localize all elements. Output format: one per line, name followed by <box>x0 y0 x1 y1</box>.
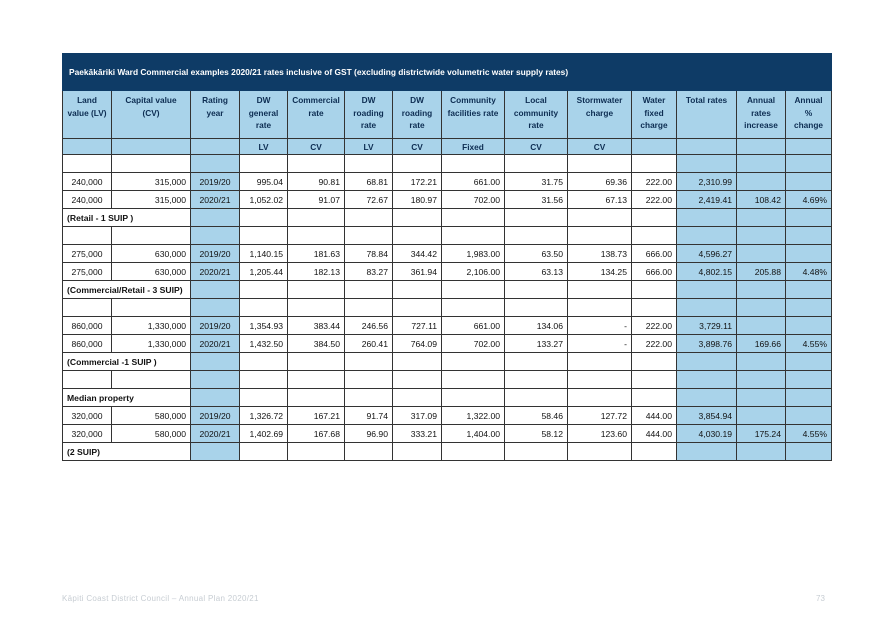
empty-cell <box>442 299 505 317</box>
table-cell: 317.09 <box>393 407 442 425</box>
empty-cell <box>677 155 737 173</box>
column-header: DW general rate <box>240 91 288 139</box>
table-cell: 383.44 <box>288 317 345 335</box>
empty-cell <box>737 155 786 173</box>
column-header-row <box>63 91 832 139</box>
empty-cell <box>63 371 112 389</box>
empty-cell <box>288 155 345 173</box>
table-cell <box>737 173 786 191</box>
empty-cell <box>505 443 568 461</box>
empty-cell <box>737 299 786 317</box>
table-cell: 31.75 <box>505 173 568 191</box>
empty-cell <box>677 353 737 371</box>
empty-cell <box>786 299 832 317</box>
table-cell: 2,106.00 <box>442 263 505 281</box>
spacer-row <box>63 155 832 173</box>
table-row <box>63 425 832 443</box>
table-cell: 580,000 <box>112 425 191 443</box>
empty-cell <box>442 371 505 389</box>
empty-cell <box>677 281 737 299</box>
table-cell: 1,402.69 <box>240 425 288 443</box>
empty-cell <box>632 281 677 299</box>
table-cell: 240,000 <box>63 191 112 209</box>
empty-cell <box>568 209 632 227</box>
table-cell <box>786 407 832 425</box>
empty-cell <box>240 353 288 371</box>
column-header: Land value (LV) <box>63 91 112 139</box>
basis-cell <box>63 139 112 155</box>
table-title: Paekākāriki Ward Commercial examples 2020/21 rates inclusive of GST (excluding districtwide volumetric water supply rates) <box>63 54 832 91</box>
empty-cell <box>191 389 240 407</box>
basis-cell: CV <box>568 139 632 155</box>
table-cell: 661.00 <box>442 173 505 191</box>
table-cell: 764.09 <box>393 335 442 353</box>
empty-cell <box>191 155 240 173</box>
table-cell: 630,000 <box>112 263 191 281</box>
column-header: Rating year <box>191 91 240 139</box>
table-cell: 666.00 <box>632 263 677 281</box>
table-cell: 2019/20 <box>191 407 240 425</box>
empty-cell <box>632 443 677 461</box>
basis-cell <box>786 139 832 155</box>
empty-cell <box>63 299 112 317</box>
table-cell: 108.42 <box>737 191 786 209</box>
table-cell: 2,419.41 <box>677 191 737 209</box>
empty-cell <box>393 353 442 371</box>
empty-cell <box>393 281 442 299</box>
table-cell <box>786 245 832 263</box>
empty-cell <box>505 281 568 299</box>
table-cell: 4,802.15 <box>677 263 737 281</box>
table-cell: 444.00 <box>632 425 677 443</box>
table-cell: 2019/20 <box>191 245 240 263</box>
column-header: Community facilities rate <box>442 91 505 139</box>
column-header: Local community rate <box>505 91 568 139</box>
empty-cell <box>632 227 677 245</box>
table-cell: 222.00 <box>632 317 677 335</box>
empty-cell <box>677 299 737 317</box>
empty-cell <box>112 299 191 317</box>
table-cell: 661.00 <box>442 317 505 335</box>
table-cell: 2020/21 <box>191 335 240 353</box>
table-cell: 91.07 <box>288 191 345 209</box>
table-cell: 630,000 <box>112 245 191 263</box>
empty-cell <box>393 443 442 461</box>
table-row <box>63 317 832 335</box>
table-cell <box>737 317 786 335</box>
table-cell: 320,000 <box>63 425 112 443</box>
table-row <box>63 245 832 263</box>
table-cell: 2019/20 <box>191 317 240 335</box>
table-cell: 123.60 <box>568 425 632 443</box>
empty-cell <box>786 281 832 299</box>
empty-cell <box>63 227 112 245</box>
empty-cell <box>240 281 288 299</box>
empty-cell <box>288 209 345 227</box>
table-cell: 68.81 <box>345 173 393 191</box>
table-cell: 2019/20 <box>191 173 240 191</box>
basis-cell <box>632 139 677 155</box>
table-cell: 1,330,000 <box>112 317 191 335</box>
empty-cell <box>112 371 191 389</box>
empty-cell <box>632 209 677 227</box>
table-cell: 1,330,000 <box>112 335 191 353</box>
table-row <box>63 407 832 425</box>
table-cell: 63.50 <box>505 245 568 263</box>
empty-cell <box>786 209 832 227</box>
table-cell: 1,432.50 <box>240 335 288 353</box>
table-cell: 1,326.72 <box>240 407 288 425</box>
empty-cell <box>240 155 288 173</box>
table-cell: 169.66 <box>737 335 786 353</box>
empty-cell <box>191 209 240 227</box>
empty-cell <box>677 371 737 389</box>
empty-cell <box>568 353 632 371</box>
empty-cell <box>632 155 677 173</box>
table-cell: 4.69% <box>786 191 832 209</box>
empty-cell <box>240 209 288 227</box>
table-cell: 222.00 <box>632 335 677 353</box>
table-cell: 3,854.94 <box>677 407 737 425</box>
table-cell: 222.00 <box>632 173 677 191</box>
empty-cell <box>505 371 568 389</box>
empty-cell <box>393 371 442 389</box>
basis-cell <box>191 139 240 155</box>
empty-cell <box>345 443 393 461</box>
table-cell: 260.41 <box>345 335 393 353</box>
table-cell: 1,205.44 <box>240 263 288 281</box>
empty-cell <box>632 389 677 407</box>
group-label: (Commercial/Retail - 3 SUIP) <box>63 281 191 299</box>
empty-cell <box>345 227 393 245</box>
empty-cell <box>112 227 191 245</box>
basis-cell: CV <box>393 139 442 155</box>
empty-cell <box>240 371 288 389</box>
table-cell: 580,000 <box>112 407 191 425</box>
table-cell: 3,898.76 <box>677 335 737 353</box>
table-cell <box>737 245 786 263</box>
empty-cell <box>393 209 442 227</box>
empty-cell <box>288 227 345 245</box>
empty-cell <box>677 443 737 461</box>
table-row <box>63 335 832 353</box>
table-cell: 1,322.00 <box>442 407 505 425</box>
table-cell: 222.00 <box>632 191 677 209</box>
empty-cell <box>288 353 345 371</box>
empty-cell <box>393 389 442 407</box>
empty-cell <box>240 443 288 461</box>
page-number: 73 <box>816 594 825 603</box>
table-cell: 4.55% <box>786 425 832 443</box>
group-label-row <box>63 281 832 299</box>
table-cell: 727.11 <box>393 317 442 335</box>
table-cell: 333.21 <box>393 425 442 443</box>
table-cell: 175.24 <box>737 425 786 443</box>
empty-cell <box>240 299 288 317</box>
column-header: Capital value (CV) <box>112 91 191 139</box>
table-cell: 58.46 <box>505 407 568 425</box>
empty-cell <box>345 371 393 389</box>
table-cell: 4.48% <box>786 263 832 281</box>
table-cell: 860,000 <box>63 335 112 353</box>
column-header: Water fixed charge <box>632 91 677 139</box>
empty-cell <box>786 227 832 245</box>
empty-cell <box>737 443 786 461</box>
table-cell: 995.04 <box>240 173 288 191</box>
footer-council: Kāpiti Coast District Council – Annual Plan 2020/21 <box>62 594 259 603</box>
table-cell: 138.73 <box>568 245 632 263</box>
empty-cell <box>288 443 345 461</box>
group-label: Median property <box>63 389 191 407</box>
empty-cell <box>737 389 786 407</box>
table-cell: 1,983.00 <box>442 245 505 263</box>
table-cell: 205.88 <box>737 263 786 281</box>
empty-cell <box>393 299 442 317</box>
basis-cell <box>737 139 786 155</box>
table-cell: - <box>568 335 632 353</box>
empty-cell <box>442 209 505 227</box>
table-cell: 666.00 <box>632 245 677 263</box>
table-cell: 4,596.27 <box>677 245 737 263</box>
table-cell: 31.56 <box>505 191 568 209</box>
empty-cell <box>442 443 505 461</box>
rates-table <box>62 53 832 461</box>
group-label: (2 SUIP) <box>63 443 191 461</box>
table-cell: 361.94 <box>393 263 442 281</box>
table-cell: 72.67 <box>345 191 393 209</box>
basis-cell: CV <box>505 139 568 155</box>
column-header: Stormwater charge <box>568 91 632 139</box>
empty-cell <box>112 155 191 173</box>
table-cell: 860,000 <box>63 317 112 335</box>
empty-cell <box>191 371 240 389</box>
empty-cell <box>505 299 568 317</box>
empty-cell <box>442 389 505 407</box>
table-cell: 182.13 <box>288 263 345 281</box>
table-cell: 83.27 <box>345 263 393 281</box>
table-cell: 2020/21 <box>191 425 240 443</box>
empty-cell <box>737 281 786 299</box>
column-header: Commercial rate <box>288 91 345 139</box>
empty-cell <box>632 299 677 317</box>
table-cell: 91.74 <box>345 407 393 425</box>
basis-cell: Fixed <box>442 139 505 155</box>
table-cell <box>786 173 832 191</box>
group-label-row <box>63 353 832 371</box>
column-header: DW roading rate <box>393 91 442 139</box>
empty-cell <box>442 155 505 173</box>
table-cell: 315,000 <box>112 173 191 191</box>
group-label-row <box>63 389 832 407</box>
table-cell: 344.42 <box>393 245 442 263</box>
empty-cell <box>568 299 632 317</box>
table-cell: 167.21 <box>288 407 345 425</box>
empty-cell <box>786 443 832 461</box>
group-label-row <box>63 209 832 227</box>
empty-cell <box>737 209 786 227</box>
table-cell: 320,000 <box>63 407 112 425</box>
empty-cell <box>632 371 677 389</box>
empty-cell <box>191 281 240 299</box>
empty-cell <box>568 389 632 407</box>
empty-cell <box>568 371 632 389</box>
table-cell: 4,030.19 <box>677 425 737 443</box>
spacer-row <box>63 299 832 317</box>
table-cell: 127.72 <box>568 407 632 425</box>
table-cell: 134.25 <box>568 263 632 281</box>
table-cell: 4.55% <box>786 335 832 353</box>
empty-cell <box>677 209 737 227</box>
table-cell: 2020/21 <box>191 191 240 209</box>
group-label-row <box>63 443 832 461</box>
column-header: Total rates <box>677 91 737 139</box>
empty-cell <box>786 155 832 173</box>
table-cell: 96.90 <box>345 425 393 443</box>
empty-cell <box>505 389 568 407</box>
table-cell: 702.00 <box>442 191 505 209</box>
table-row <box>63 263 832 281</box>
table-cell: 180.97 <box>393 191 442 209</box>
table-cell: 275,000 <box>63 263 112 281</box>
empty-cell <box>345 389 393 407</box>
empty-cell <box>240 389 288 407</box>
empty-cell <box>191 299 240 317</box>
spacer-row <box>63 227 832 245</box>
empty-cell <box>288 281 345 299</box>
empty-cell <box>288 389 345 407</box>
column-header: Annual rates increase <box>737 91 786 139</box>
table-cell: 240,000 <box>63 173 112 191</box>
empty-cell <box>191 227 240 245</box>
spacer-row <box>63 371 832 389</box>
table-cell: 2020/21 <box>191 263 240 281</box>
basis-row <box>63 139 832 155</box>
basis-cell <box>677 139 737 155</box>
table-cell <box>737 407 786 425</box>
empty-cell <box>288 299 345 317</box>
empty-cell <box>568 443 632 461</box>
table-cell: 1,140.15 <box>240 245 288 263</box>
table-cell: 69.36 <box>568 173 632 191</box>
empty-cell <box>345 353 393 371</box>
empty-cell <box>345 299 393 317</box>
table-cell: 90.81 <box>288 173 345 191</box>
empty-cell <box>786 353 832 371</box>
empty-cell <box>442 227 505 245</box>
empty-cell <box>505 209 568 227</box>
group-label: (Commercial -1 SUIP ) <box>63 353 191 371</box>
empty-cell <box>345 281 393 299</box>
empty-cell <box>505 155 568 173</box>
basis-cell: CV <box>288 139 345 155</box>
table-cell: 2,310.99 <box>677 173 737 191</box>
empty-cell <box>505 227 568 245</box>
empty-cell <box>191 443 240 461</box>
empty-cell <box>568 227 632 245</box>
table-row <box>63 173 832 191</box>
table-cell: 702.00 <box>442 335 505 353</box>
table-cell: 275,000 <box>63 245 112 263</box>
empty-cell <box>737 353 786 371</box>
table-cell: 63.13 <box>505 263 568 281</box>
empty-cell <box>677 389 737 407</box>
group-label: (Retail - 1 SUIP ) <box>63 209 191 227</box>
table-cell: 1,404.00 <box>442 425 505 443</box>
table-cell: 78.84 <box>345 245 393 263</box>
empty-cell <box>442 353 505 371</box>
empty-cell <box>240 227 288 245</box>
table-cell: 384.50 <box>288 335 345 353</box>
table-cell: 444.00 <box>632 407 677 425</box>
empty-cell <box>568 281 632 299</box>
empty-cell <box>737 371 786 389</box>
empty-cell <box>632 353 677 371</box>
empty-cell <box>786 371 832 389</box>
table-cell: - <box>568 317 632 335</box>
table-cell: 1,354.93 <box>240 317 288 335</box>
title-row <box>63 54 832 91</box>
table-cell <box>786 317 832 335</box>
table-cell: 181.63 <box>288 245 345 263</box>
empty-cell <box>505 353 568 371</box>
empty-cell <box>191 353 240 371</box>
column-header: DW roading rate <box>345 91 393 139</box>
table-row <box>63 191 832 209</box>
table-cell: 58.12 <box>505 425 568 443</box>
column-header: Annual % change <box>786 91 832 139</box>
table-cell: 167.68 <box>288 425 345 443</box>
basis-cell: LV <box>240 139 288 155</box>
empty-cell <box>288 371 345 389</box>
empty-cell <box>442 281 505 299</box>
empty-cell <box>393 227 442 245</box>
table-cell: 1,052.02 <box>240 191 288 209</box>
empty-cell <box>345 209 393 227</box>
empty-cell <box>393 155 442 173</box>
table-cell: 3,729.11 <box>677 317 737 335</box>
table-cell: 315,000 <box>112 191 191 209</box>
empty-cell <box>677 227 737 245</box>
empty-cell <box>345 155 393 173</box>
empty-cell <box>786 389 832 407</box>
table-cell: 133.27 <box>505 335 568 353</box>
empty-cell <box>63 155 112 173</box>
basis-cell: LV <box>345 139 393 155</box>
table-cell: 246.56 <box>345 317 393 335</box>
empty-cell <box>737 227 786 245</box>
empty-cell <box>568 155 632 173</box>
basis-cell <box>112 139 191 155</box>
table-cell: 67.13 <box>568 191 632 209</box>
table-cell: 172.21 <box>393 173 442 191</box>
table-cell: 134.06 <box>505 317 568 335</box>
